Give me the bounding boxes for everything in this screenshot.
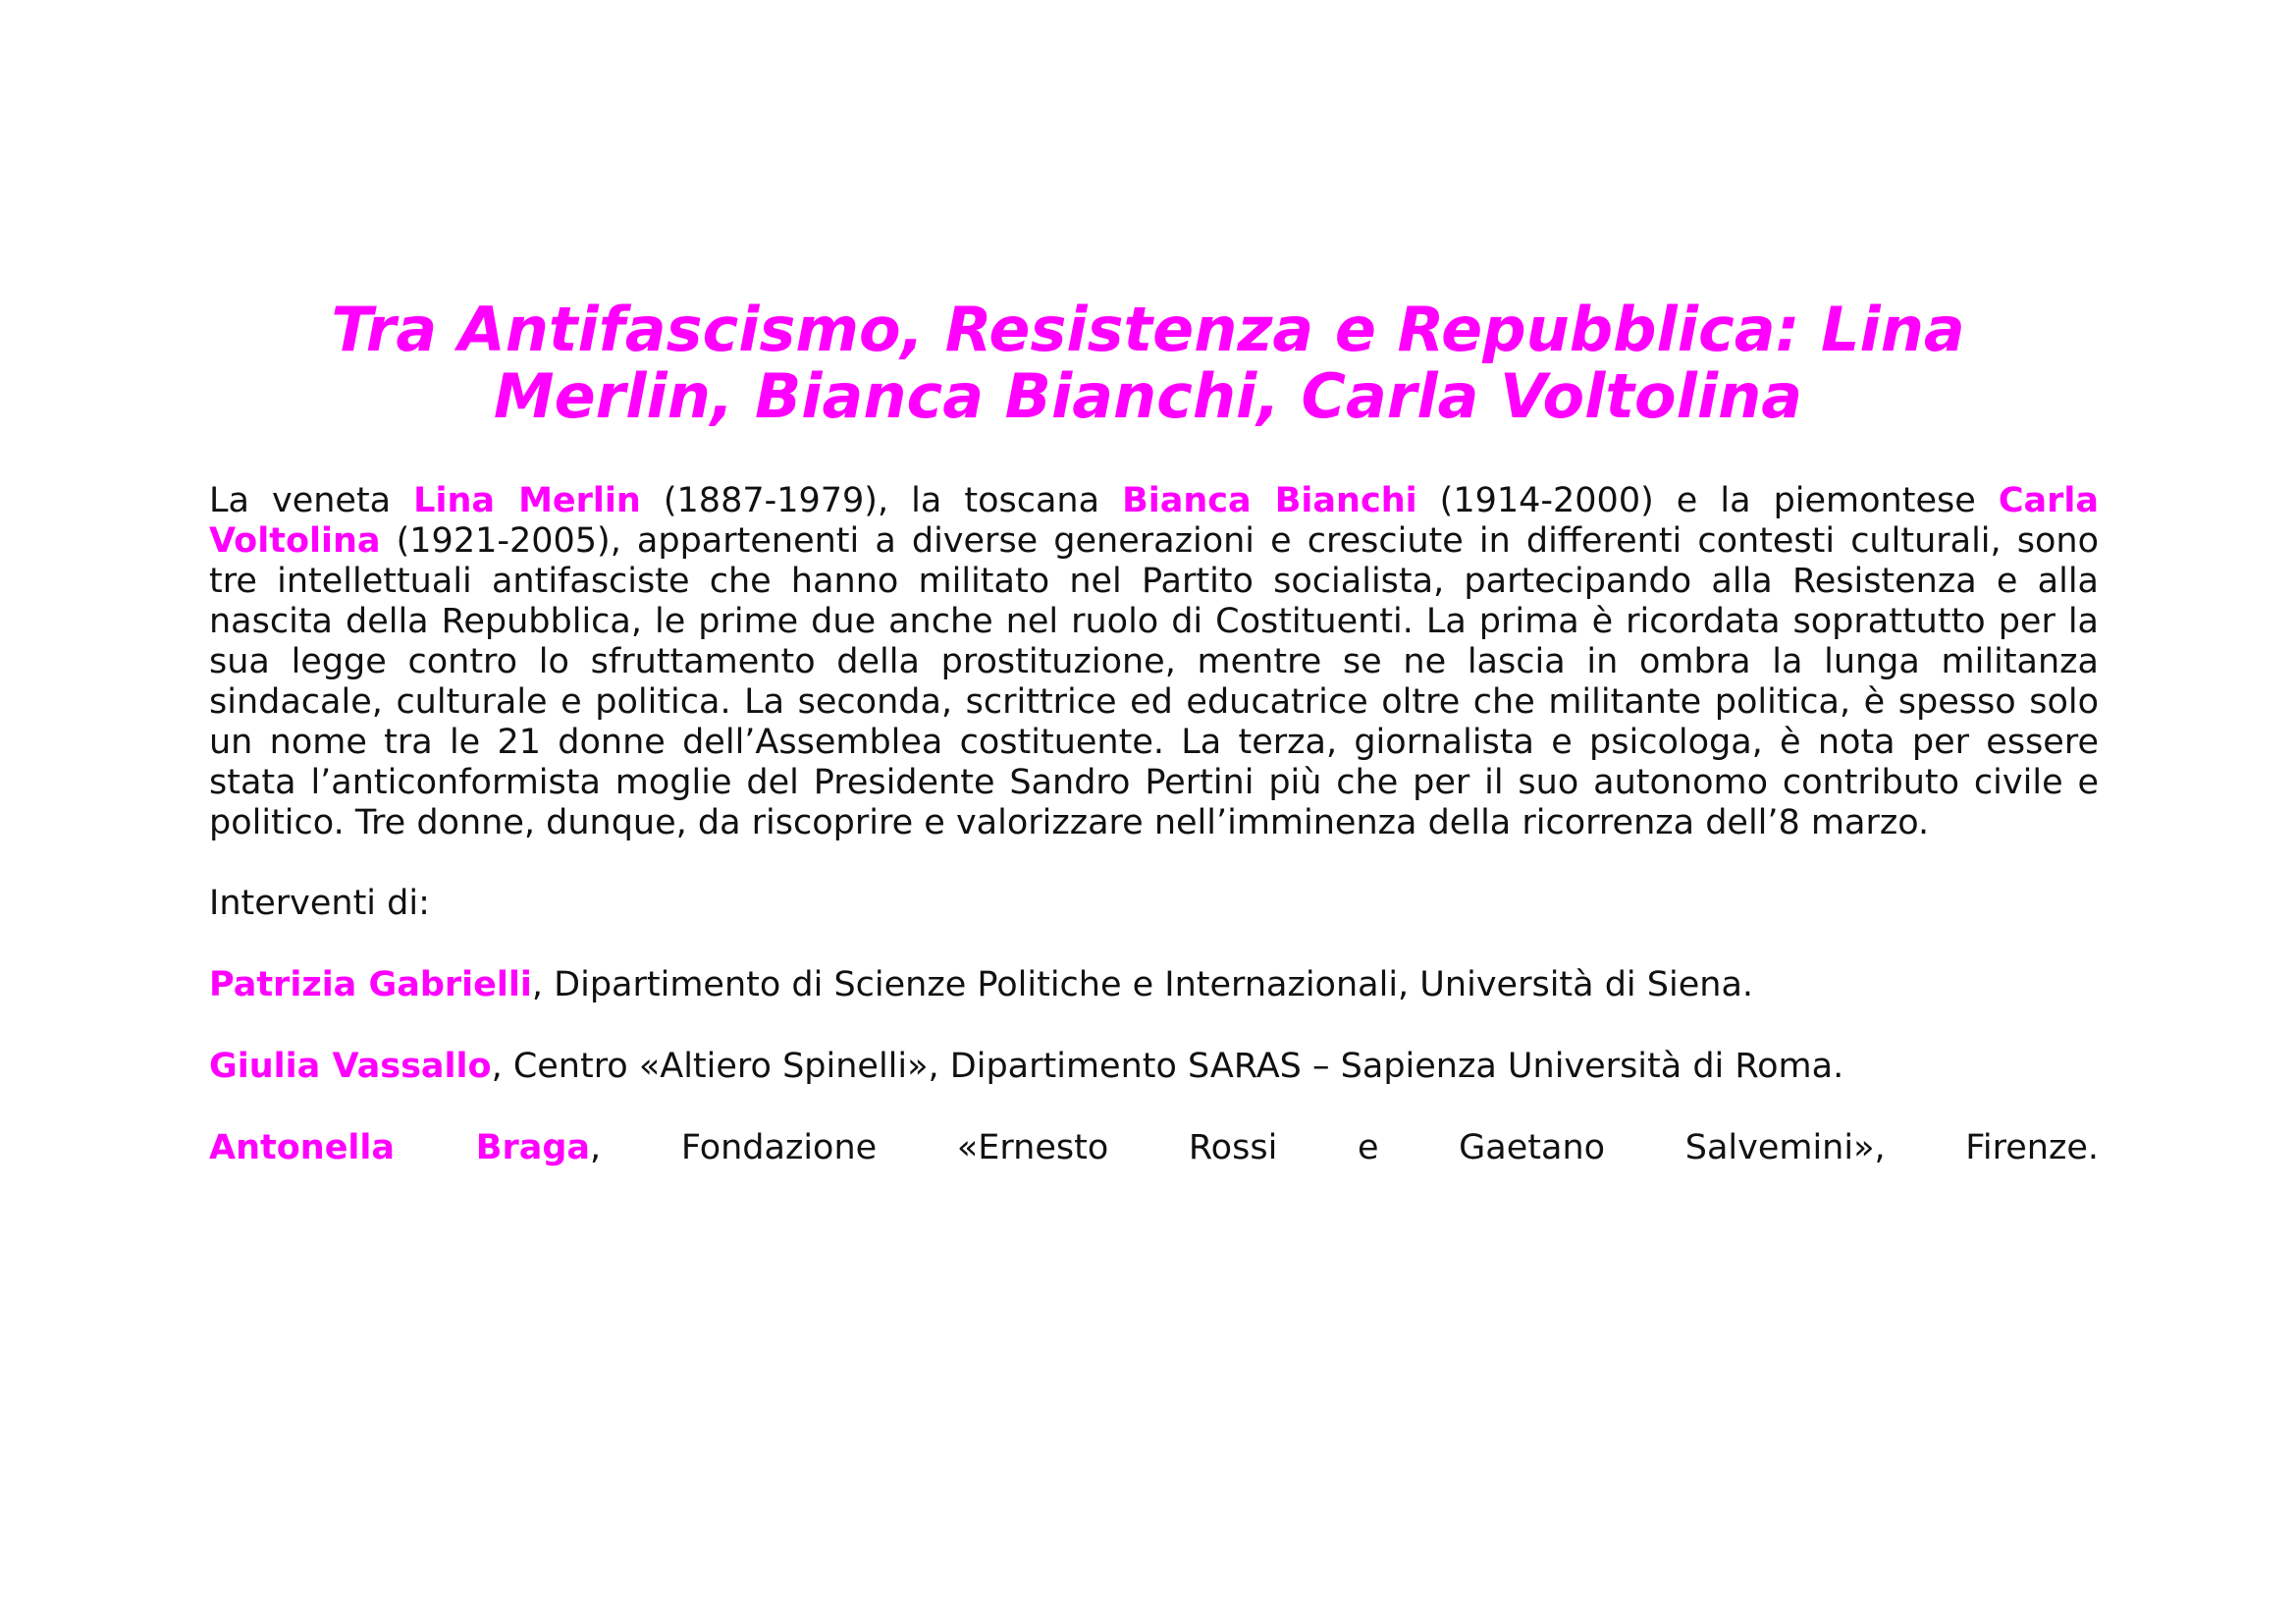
speaker-affiliation: , Dipartimento di Scienze Politiche e Internazionali, Università di Siena. (531, 965, 1754, 1004)
speaker-name: Patrizia Gabrielli (209, 965, 532, 1004)
speakers-heading: Interventi di: (209, 884, 430, 923)
title-line-1: Tra Antifascismo, Resistenza e Repubblica: Lina (331, 294, 1965, 365)
abstract-text: La veneta (209, 481, 414, 520)
abstract-text: (1887-1979), la toscana (640, 481, 1123, 520)
body-content (209, 481, 2099, 1168)
speaker-entry (209, 1128, 2099, 1168)
speaker-affiliation: , Centro «Altiero Spinelli», Dipartimento SARAS – Sapienza Università di Roma. (491, 1047, 1844, 1086)
speaker-affiliation: , Fondazione «Ernesto Rossi e Gaetano Salvemini», Firenze. (590, 1128, 2099, 1167)
speaker-entry (209, 965, 2099, 1005)
abstract-text: (1921-2005), appartenenti a diverse generazioni e cresciute in differenti contesti culturali, sono tre intellettuali antifasciste che hanno militato nel Partito socialista, partecipando alla Resistenza e alla nascita della Repubblica, le prime due anche nel ruolo di Costituenti. La prima è ricordata soprattutto per la sua legge contro lo sfruttamento della prostituzione, mentre se ne lascia in ombra la lunga militanza sindacale, culturale e politica. La seconda, scrittrice ed educatrice oltre che militante politica, è spesso solo un nome tra le 21 donne dell’Assemblea costituente. La terza, giornalista e psicologa, è nota per essere stata l’anticonformista moglie del Presidente Sandro Pertini più che per il suo autonomo contributo civile e politico. Tre donne, dunque, da riscoprire e valorizzare nell’imminenza della ricorrenza dell’8 marzo. (209, 521, 2099, 842)
abstract-text: (1914-2000) e la piemontese (1416, 481, 1999, 520)
speaker-name: Antonella Braga (209, 1128, 591, 1167)
highlighted-name: Carla Voltolina (209, 481, 2099, 561)
abstract-paragraph (209, 481, 2099, 843)
highlighted-name: Lina Merlin (413, 481, 641, 520)
highlighted-name: Bianca Bianchi (1122, 481, 1417, 520)
speaker-name: Giulia Vassallo (209, 1047, 492, 1086)
speaker-entry (209, 1047, 2099, 1087)
title-line-2: Merlin, Bianca Bianchi, Carla Voltolina (493, 360, 1803, 432)
page-title (196, 294, 2100, 432)
